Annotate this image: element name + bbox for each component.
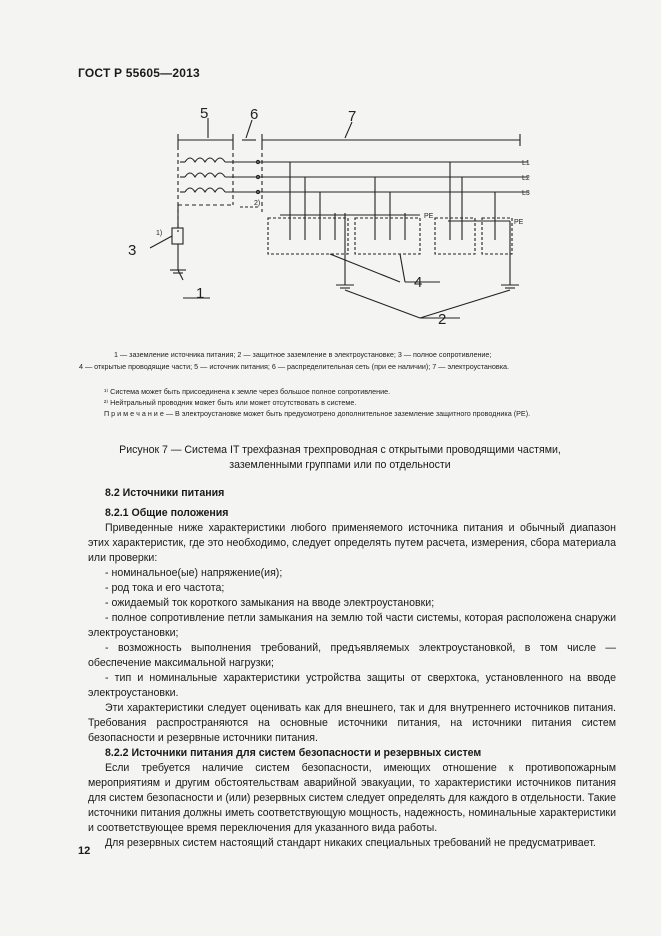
subsection-title-2: 8.2.2 Источники питания для систем безопасности и резервных систем [105,747,482,759]
list-item: - тип и номинальные характеристики устройства защиты от сверхтока, установленного на вводе электроустановки. [88,672,616,699]
footnote-1: ¹⁾ Система может быть присоединена к земле через большое полное сопротивление. [104,387,391,396]
callout-2: 2 [438,311,447,328]
list-item: - номинальное(ые) напряжение(ия); [105,567,283,579]
list-item: - ожидаемый ток короткого замыкания на вводе электроустановки; [105,597,435,609]
pe-label-2: PE [514,219,524,226]
list-item: - род тока и его частота; [105,582,225,594]
it-system-diagram [0,0,661,340]
callout-6: 6 [250,106,259,123]
callout-7: 7 [348,108,357,125]
legend-line-2: 4 — открытые проводящие части; 5 — источник питания; 6 — распределительная сеть (при ее наличии); 7 — электроустановка. [79,362,510,371]
subsection-title-1: 8.2.1 Общие положения [105,507,229,519]
paragraph-1: Приведенные ниже характеристики любого применяемого источника питания и обычный диапазон этих характеристик, где это необходимо, следует определять путем расчета, измерения, сбора материала или проверки: [88,522,616,564]
section-title: 8.2 Источники питания [105,487,225,499]
note-mark-1: 1) [156,230,163,237]
paragraph-3: Если требуется наличие систем безопасности, имеющих отношение к противопожарным мероприятиям и другим обстоятельствам аварийной эвакуации, то характеристики источников питания для систем безопасности и (или) резервных систем следует определять для каждого в отдельности. Такие источники питания должны иметь соответствующую мощность, надежность, номинальные характеристики и соответствующее время переключения для указанного вида работы. [88,762,616,834]
page-number: 12 [78,845,91,857]
footnote-2: ²⁾ Нейтральный проводник может быть или может отсутствовать в системе. [104,398,357,407]
document-header: ГОСТ Р 55605—2013 [78,66,200,80]
legend-line-1: 1 — заземление источника питания; 2 — защитное заземление в электроустановке; 3 — полное сопротивление; [114,350,492,359]
figure-caption: Рисунок 7 — Система IT трехфазная трехпроводная с открытыми проводящими частями, заземленными группами или по отдельности [119,444,561,471]
note-label: П р и м е ч а н и е [104,409,164,418]
note-text: — В электроустановке может быть предусмотрено дополнительное заземление защитного проводника (PE). [163,409,531,418]
note-mark-2: 2) [254,200,261,207]
figure-note [88,408,616,419]
pe-label-1: PE [424,213,434,220]
paragraph-4: Для резервных систем настоящий стандарт никаких специальных требований не предусматривает. [105,837,596,849]
callout-1: 1 [196,285,205,302]
phase-l1-label: L1 [522,160,530,167]
phase-l3-label: L3 [522,190,530,197]
list-item: - возможность выполнения требований, предъявляемых электроустановкой, в том числе — обеспечение максимальной нагрузки; [88,642,616,669]
section-body [88,486,616,851]
list-item: - полное сопротивление петли замыкания на землю той части системы, которая расположена снаружи электроустановки; [88,612,616,639]
callout-4: 4 [414,274,423,291]
callout-3: 3 [128,242,137,259]
phase-l2-label: L2 [522,175,530,182]
callout-5: 5 [200,105,209,122]
paragraph-2: Эти характеристики следует оценивать как для внешнего, так и для внутреннего источников питания. Требования распространяются на основные источники питания, на источники питания систем безопасности и резервные источники питания. [88,702,616,744]
